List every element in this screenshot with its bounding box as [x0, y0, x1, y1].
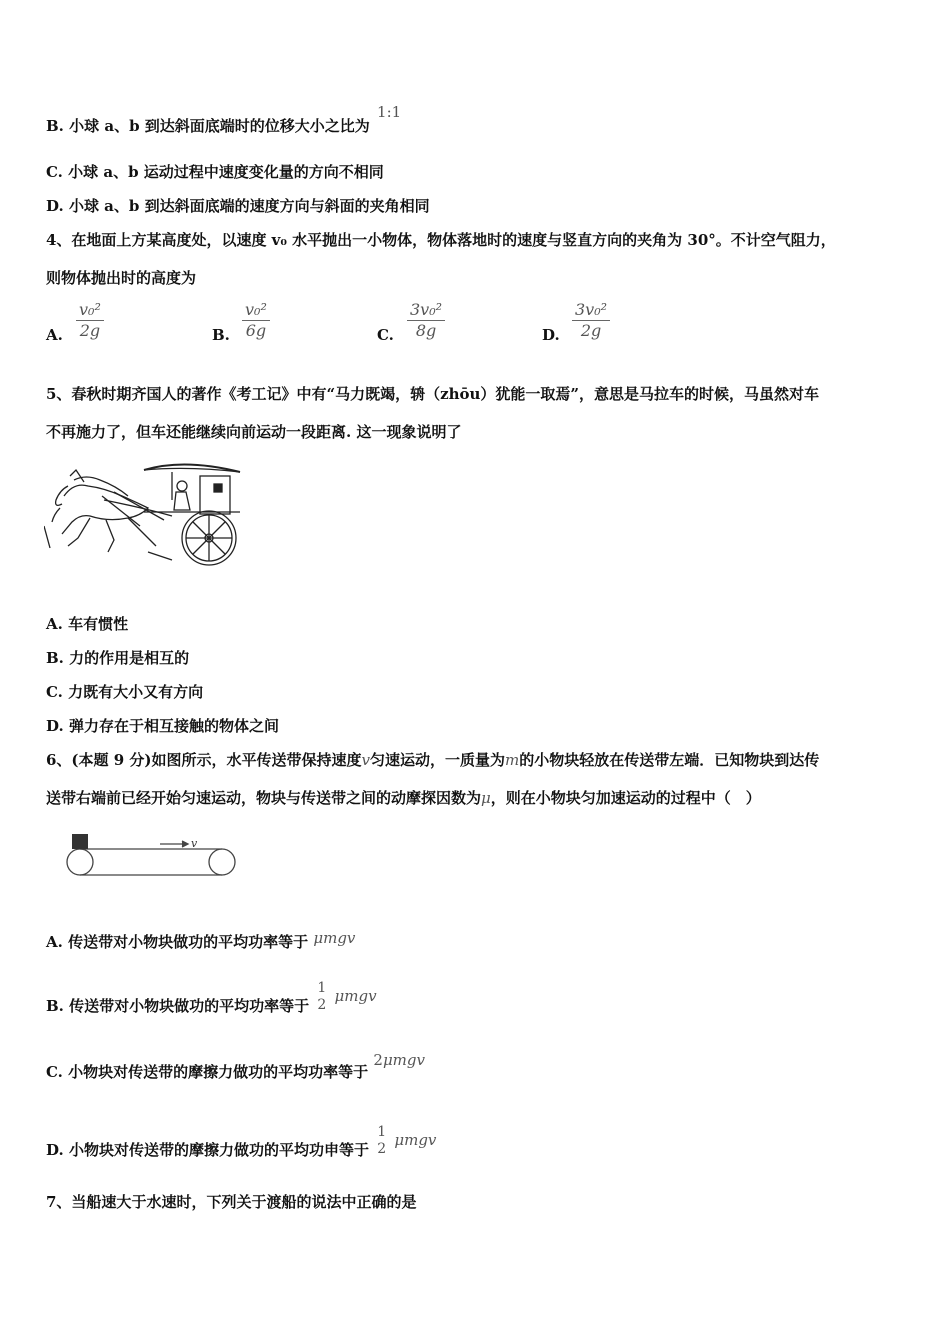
- q6-stem-part3: 的小物块轻放在传送带左端．已知物块到达传: [519, 751, 820, 769]
- q6-option-d-coef-den: 2: [377, 1141, 387, 1157]
- q6-stem-line1: [46, 750, 819, 770]
- q3-option-c-text: 小球 a、b 运动过程中速度变化量的方向不相同: [68, 163, 384, 181]
- q6-stem-part1: 6、(本题 9 分)如图所示，水平传送带保持速度: [46, 751, 362, 769]
- q4-option-b-letter: B.: [212, 326, 230, 344]
- q6-option-d-math: μmgv: [394, 1131, 437, 1149]
- q6-option-d[interactable]: [46, 1124, 437, 1168]
- q3-option-c-letter: C.: [46, 163, 63, 181]
- q4-option-b-numerator: v₀²: [242, 300, 270, 321]
- q5-stem-line1: 5、春秋时期齐国人的著作《考工记》中有“马力既竭，辀（zhōu）犹能一取焉”，意思是马拉车的时候，马虽然对车: [46, 385, 820, 403]
- q6-var-mu: μ: [481, 789, 491, 807]
- q5-option-b-text: 力的作用是相互的: [69, 649, 190, 667]
- q4-option-b-denominator: 6g: [245, 321, 267, 340]
- q3-option-c[interactable]: [46, 162, 384, 182]
- q3-option-b-letter: B.: [46, 117, 64, 135]
- q3-option-b[interactable]: [46, 103, 402, 136]
- q5-option-d-text: 弹力存在于相互接触的物体之间: [68, 717, 279, 735]
- q5-option-d-letter: D.: [46, 717, 64, 735]
- q4-option-a-fraction: [76, 300, 104, 341]
- q5-option-c-text: 力既有大小又有方向: [68, 683, 204, 701]
- q6-option-a-letter: A.: [46, 933, 63, 951]
- q3-option-d-letter: D.: [46, 197, 64, 215]
- q6-option-c-math: μmgv: [382, 1051, 425, 1069]
- q3-option-b-text: 小球 a、b 到达斜面底端时的位移大小之比为: [69, 117, 370, 135]
- q4-option-d-fraction: [572, 300, 610, 341]
- q4-option-c-fraction: [407, 300, 445, 341]
- q6-option-d-text: 小物块对传送带的摩擦力做功的平均功申等于: [68, 1141, 369, 1159]
- q5-option-c[interactable]: [46, 682, 203, 702]
- q4-stem-line2: 则物体抛出时的高度为: [46, 269, 197, 287]
- q6-option-a[interactable]: [46, 929, 356, 952]
- q5-option-b[interactable]: [46, 648, 189, 668]
- q6-var-m: m: [505, 751, 520, 769]
- q6-option-c-coef: 2: [373, 1051, 383, 1069]
- q7-stem-line1: 7、当船速大于水速时，下列关于渡船的说法中正确的是: [46, 1193, 417, 1211]
- q6-option-d-coef-num: 1: [377, 1124, 387, 1140]
- q4-option-d-denominator: 2g: [580, 321, 602, 340]
- q6-stem-part2: 匀速运动，一质量为: [370, 751, 506, 769]
- q5-stem-line2: 不再施力了，但车还能继续向前运动一段距离. 这一现象说明了: [46, 423, 462, 441]
- q6-option-d-coef: [374, 1124, 389, 1158]
- q6-option-c-text: 小物块对传送带的摩擦力做功的平均功率等于: [68, 1063, 369, 1081]
- q4-option-a-letter: A.: [46, 326, 63, 344]
- q6-option-b-letter: B.: [46, 997, 64, 1015]
- conveyor-velocity-label: v: [191, 837, 198, 850]
- chariot-figure: [44, 456, 248, 576]
- q5-option-a-letter: A.: [46, 615, 63, 633]
- q5-option-b-letter: B.: [46, 649, 64, 667]
- q3-option-d[interactable]: [46, 196, 430, 216]
- q6-option-b-text: 传送带对小物块做功的平均功率等于: [69, 997, 310, 1015]
- conveyor-belt-figure: [62, 830, 242, 882]
- q5-option-a-text: 车有惯性: [68, 615, 129, 633]
- q4-options: [46, 298, 646, 354]
- q6-option-b-coef: [314, 980, 329, 1014]
- q4-option-d-letter: D.: [542, 326, 560, 344]
- q4-option-b-fraction: [242, 300, 270, 341]
- q4-option-d-numerator: 3v₀²: [572, 300, 610, 321]
- q6-var-v: v: [361, 751, 370, 769]
- q6-option-b-math: μmgv: [334, 987, 377, 1005]
- q6-option-c[interactable]: [46, 1051, 425, 1082]
- q6-option-b-coef-den: 2: [317, 997, 327, 1013]
- q6-option-d-letter: D.: [46, 1141, 64, 1159]
- q6-option-b-coef-num: 1: [317, 980, 327, 996]
- q5-option-a[interactable]: [46, 614, 128, 634]
- q6-option-c-letter: C.: [46, 1063, 63, 1081]
- block-square: [72, 834, 88, 849]
- q4-option-c-letter: C.: [377, 326, 394, 344]
- q6-option-a-math: μmgv: [313, 929, 356, 947]
- q6-stem-part4: 送带右端前已经开始匀速运动，物块与传送带之间的动摩探因数为: [46, 789, 482, 807]
- q5-option-d[interactable]: [46, 716, 279, 736]
- q4-option-a-numerator: v₀²: [76, 300, 104, 321]
- q4-stem-line1: 4、在地面上方某高度处，以速度 v₀ 水平抛出一小物体，物体落地时的速度与竖直方向的夹角为 30°。不计空气阻力，: [46, 231, 836, 249]
- q6-option-a-text: 传送带对小物块做功的平均功率等于: [68, 933, 309, 951]
- q4-option-a-denominator: 2g: [79, 321, 101, 340]
- q6-stem-line2: [46, 788, 761, 808]
- q3-option-d-text: 小球 a、b 到达斜面底端的速度方向与斜面的夹角相同: [68, 197, 430, 215]
- q6-option-b[interactable]: [46, 980, 377, 1024]
- q5-option-c-letter: C.: [46, 683, 63, 701]
- q6-stem-part5: ，则在小物块匀加速运动的过程中（ ）: [490, 789, 761, 807]
- q3-option-b-math: 1:1: [377, 103, 402, 121]
- q4-option-c-numerator: 3v₀²: [407, 300, 445, 321]
- q4-option-c-denominator: 8g: [415, 321, 437, 340]
